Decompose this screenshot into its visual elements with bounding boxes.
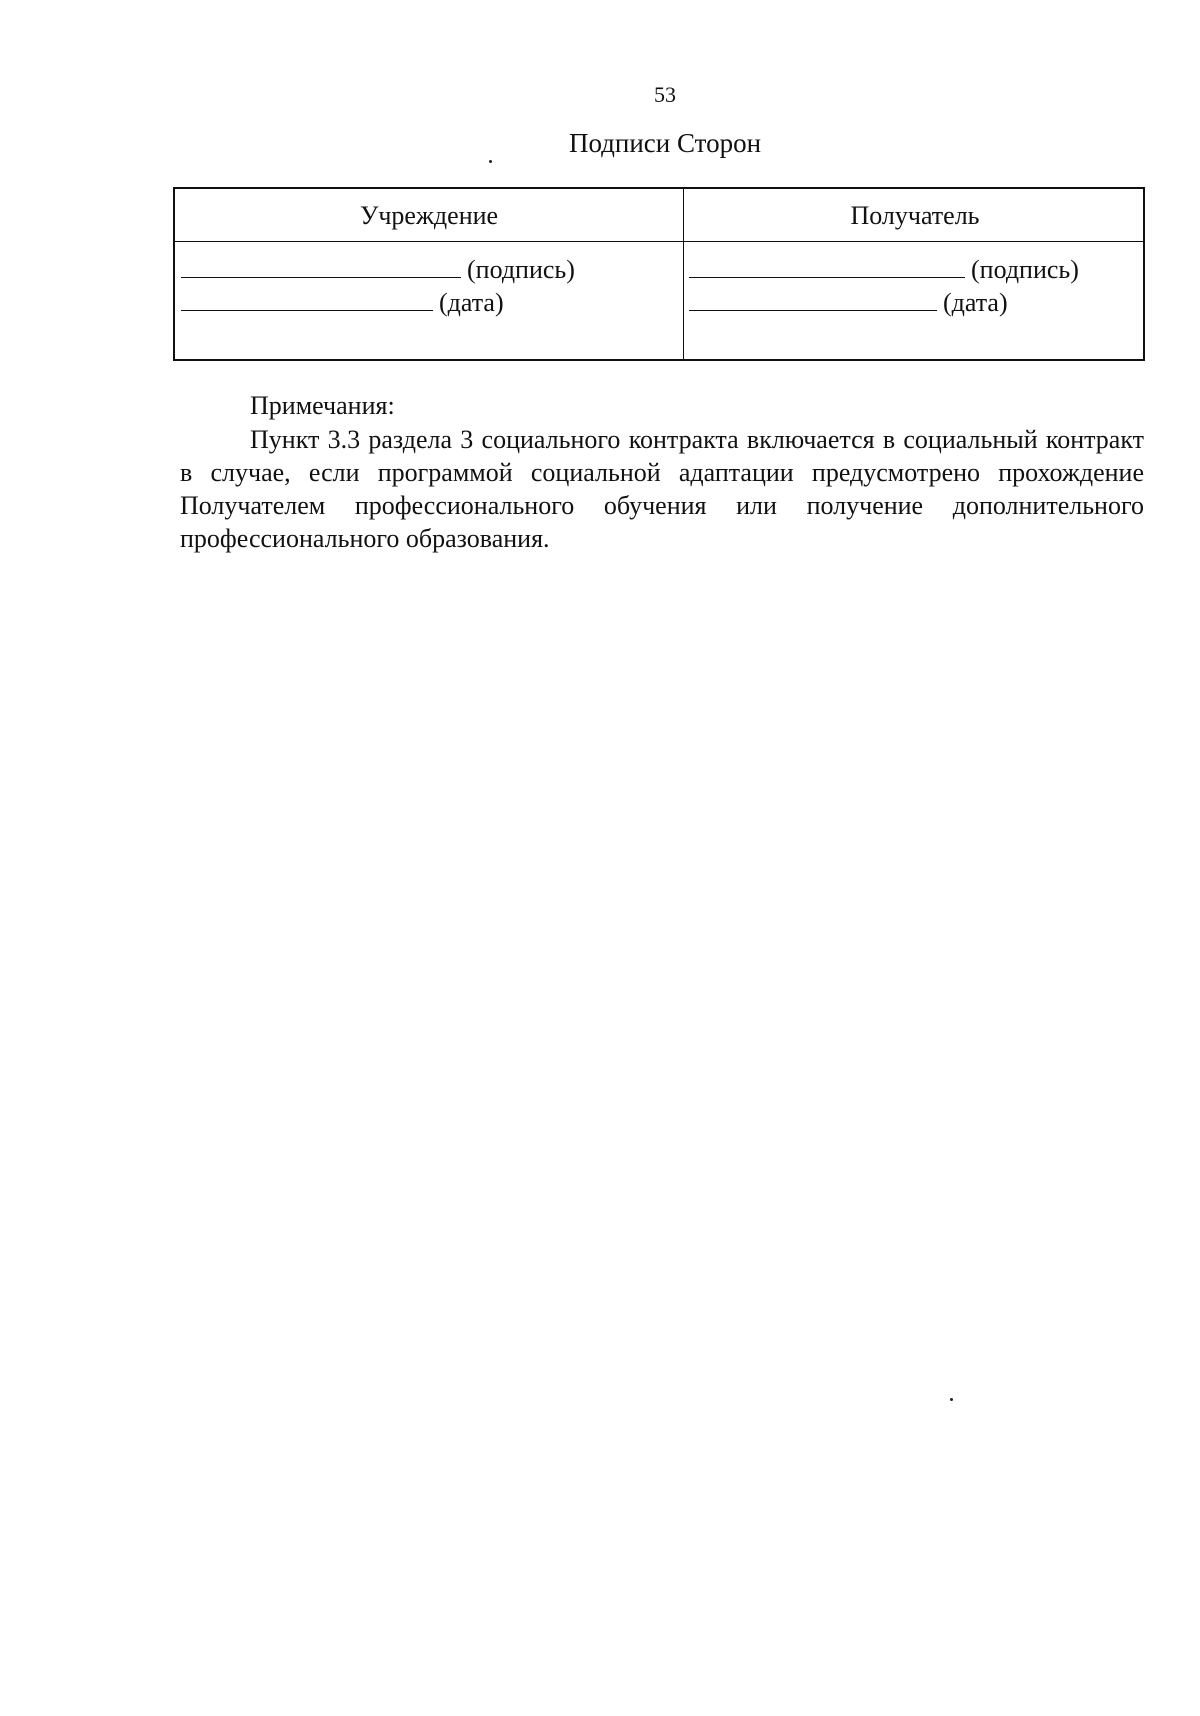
recipient-date-line (689, 288, 1008, 318)
page-title: Подписи Сторон (568, 128, 762, 158)
header-divider (175, 241, 1143, 242)
date-blank (181, 288, 433, 311)
institution-date-line (181, 288, 504, 318)
column-header-recipient: Получатель (850, 201, 980, 230)
date-caption: (дата) (439, 288, 504, 317)
recipient-signature-line (689, 255, 1079, 285)
signature-blank (689, 255, 965, 278)
signature-caption: (подпись) (467, 255, 575, 284)
notes-paragraph: Пункт 3.3 раздела 3 социального контракта включается в социальный контракт в случае, если программой социальной адаптации предусмотрено прохождение Получателем профессионального обучения или получение дополнительного профессионального образования. (180, 425, 1144, 553)
page-number: 53 (654, 82, 676, 107)
scan-speck (489, 160, 492, 163)
column-divider (683, 189, 684, 359)
notes-heading: Примечания: (250, 391, 395, 420)
signature-table (173, 187, 1145, 361)
signature-blank (181, 255, 461, 278)
institution-signature-line (181, 255, 575, 285)
date-blank (689, 288, 937, 311)
column-header-institution: Учреждение (359, 201, 499, 230)
signature-caption: (подпись) (971, 255, 1079, 284)
scan-speck (950, 1398, 953, 1401)
date-caption: (дата) (943, 288, 1008, 317)
